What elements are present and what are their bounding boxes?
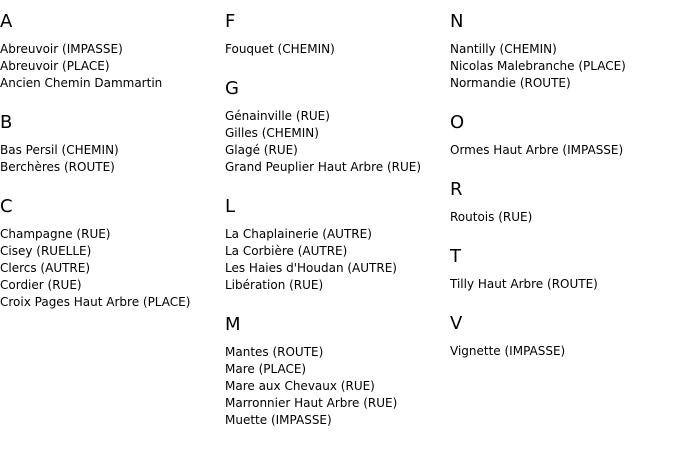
street-link[interactable]: Mare aux Chevaux (RUE) — [225, 379, 375, 393]
street-link[interactable]: Libération (RUE) — [225, 278, 324, 292]
letter-heading: B — [0, 112, 13, 133]
street-link[interactable]: La Corbière (AUTRE) — [225, 244, 348, 258]
street-list-item — [0, 294, 220, 311]
street-link[interactable]: Gilles (CHEMIN) — [225, 126, 319, 140]
letter-heading: G — [225, 78, 239, 99]
street-list-item — [0, 58, 220, 75]
street-list-item — [0, 159, 220, 176]
index-column-1 — [0, 0, 220, 311]
street-list — [0, 41, 220, 92]
group-spacer — [225, 294, 445, 303]
street-list-item — [225, 226, 445, 243]
street-list-item — [225, 378, 445, 395]
street-list — [0, 142, 220, 176]
street-list-item — [225, 277, 445, 294]
street-list-item — [225, 142, 445, 159]
street-link[interactable]: Routois (RUE) — [450, 210, 533, 224]
street-list-item — [0, 226, 220, 243]
street-list-item — [0, 243, 220, 260]
street-list-item — [0, 41, 220, 58]
street-list-item — [0, 75, 220, 92]
street-list-item — [225, 395, 445, 412]
street-link[interactable]: Bas Persil (CHEMIN) — [0, 143, 119, 157]
letter-group — [450, 179, 670, 235]
street-list-item — [225, 243, 445, 260]
letter-heading: M — [225, 314, 241, 335]
group-spacer — [225, 58, 445, 67]
letter-group — [225, 78, 445, 185]
street-list — [450, 41, 670, 92]
street-list-item — [450, 41, 670, 58]
street-list-item — [450, 58, 670, 75]
street-list-item — [225, 361, 445, 378]
street-list-item — [225, 260, 445, 277]
letter-heading: A — [0, 11, 13, 32]
street-link[interactable]: Fouquet (CHEMIN) — [225, 42, 335, 56]
street-list — [225, 226, 445, 294]
street-list-item — [225, 108, 445, 125]
street-link[interactable]: Tilly Haut Arbre (ROUTE) — [450, 277, 598, 291]
group-spacer — [450, 159, 670, 168]
letter-group — [225, 314, 445, 429]
letter-heading: F — [225, 11, 236, 32]
street-link[interactable]: Ormes Haut Arbre (IMPASSE) — [450, 143, 624, 157]
letter-group — [225, 196, 445, 303]
letter-heading: T — [450, 246, 461, 267]
street-list-item — [225, 125, 445, 142]
street-link[interactable]: Vignette (IMPASSE) — [450, 344, 566, 358]
street-link[interactable]: La Chaplainerie (AUTRE) — [225, 227, 372, 241]
street-link[interactable]: Marronnier Haut Arbre (RUE) — [225, 396, 398, 410]
street-list-item — [0, 277, 220, 294]
street-link[interactable]: Cordier (RUE) — [0, 278, 82, 292]
letter-group — [450, 313, 670, 360]
street-list — [0, 226, 220, 311]
street-link[interactable]: Nantilly (CHEMIN) — [450, 42, 557, 56]
group-spacer — [0, 176, 220, 185]
index-column-2 — [225, 0, 445, 429]
letter-group — [450, 11, 670, 101]
letter-heading: C — [0, 196, 13, 217]
street-link[interactable]: Mare (PLACE) — [225, 362, 307, 376]
street-list-item — [450, 209, 670, 226]
letter-group — [0, 112, 220, 185]
street-link[interactable]: Génainville (RUE) — [225, 109, 330, 123]
letter-group — [450, 112, 670, 168]
street-link[interactable]: Nicolas Malebranche (PLACE) — [450, 59, 626, 73]
street-list — [225, 344, 445, 429]
street-list — [225, 108, 445, 176]
street-link[interactable]: Clercs (AUTRE) — [0, 261, 91, 275]
letter-heading: R — [450, 179, 463, 200]
street-link[interactable]: Champagne (RUE) — [0, 227, 111, 241]
index-column-3 — [450, 0, 670, 360]
street-list-item — [0, 260, 220, 277]
group-spacer — [0, 92, 220, 101]
street-link[interactable]: Mantes (ROUTE) — [225, 345, 324, 359]
letter-group — [450, 246, 670, 302]
street-list — [450, 343, 670, 360]
street-list-item — [450, 343, 670, 360]
street-link[interactable]: Abreuvoir (IMPASSE) — [0, 42, 123, 56]
letter-heading: L — [225, 196, 236, 217]
street-list-item — [225, 412, 445, 429]
letter-group — [0, 11, 220, 101]
street-list-item — [225, 344, 445, 361]
street-list-item — [450, 142, 670, 159]
street-link[interactable]: Grand Peuplier Haut Arbre (RUE) — [225, 160, 422, 174]
street-link[interactable]: Berchères (ROUTE) — [0, 160, 115, 174]
street-link[interactable]: Normandie (ROUTE) — [450, 76, 571, 90]
street-link[interactable]: Cisey (RUELLE) — [0, 244, 92, 258]
letter-heading: O — [450, 112, 465, 133]
street-list — [450, 142, 670, 159]
street-link[interactable]: Muette (IMPASSE) — [225, 413, 332, 427]
street-list-item — [0, 142, 220, 159]
street-link[interactable]: Abreuvoir (PLACE) — [0, 59, 110, 73]
street-list — [225, 41, 445, 58]
street-list-item — [225, 159, 445, 176]
street-list — [450, 209, 670, 226]
street-list-item — [225, 41, 445, 58]
street-link[interactable]: Ancien Chemin Dammartin — [0, 76, 163, 90]
street-list-item — [450, 276, 670, 293]
street-link[interactable]: Croix Pages Haut Arbre (PLACE) — [0, 295, 191, 309]
letter-group — [225, 11, 445, 67]
street-link[interactable]: Glagé (RUE) — [225, 143, 298, 157]
group-spacer — [450, 226, 670, 235]
letter-heading: N — [450, 11, 464, 32]
group-spacer — [225, 176, 445, 185]
letter-group — [0, 196, 220, 311]
street-list-item — [450, 75, 670, 92]
street-list — [450, 276, 670, 293]
street-link[interactable]: Les Haies d'Houdan (AUTRE) — [225, 261, 397, 275]
group-spacer — [450, 92, 670, 101]
group-spacer — [450, 293, 670, 302]
letter-heading: V — [450, 313, 463, 334]
